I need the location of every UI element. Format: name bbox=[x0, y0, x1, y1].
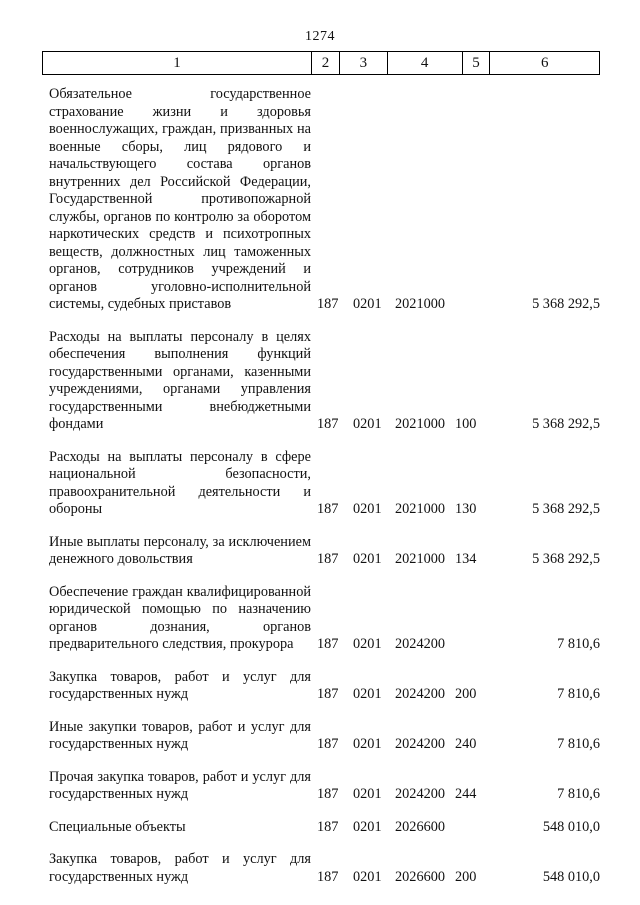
row-section: 0201 bbox=[353, 736, 382, 752]
row-target: 2024200 bbox=[395, 636, 446, 652]
row-target: 2024200 bbox=[395, 686, 446, 702]
row-section: 0201 bbox=[353, 818, 382, 835]
row-target: 2024200 bbox=[395, 736, 446, 752]
header-col-5: 5 bbox=[462, 52, 490, 74]
row-target: 2021000 bbox=[395, 501, 446, 517]
row-description: Специальные объекты bbox=[49, 818, 186, 835]
table-row bbox=[0, 719, 640, 754]
row-sum: 7 810,6 bbox=[557, 736, 600, 752]
row-section: 0201 bbox=[353, 686, 382, 702]
row-gr: 187 bbox=[317, 296, 339, 312]
row-sum: 5 368 292,5 bbox=[532, 551, 600, 567]
row-description: Расходы на выплаты персоналу в целях обеспечения выполнения функций государственными органами, казенными учреждениями, органами управления государственными внебюджетными фондами bbox=[49, 328, 311, 432]
row-target: 2021000 bbox=[395, 416, 446, 432]
row-sum: 7 810,6 bbox=[557, 686, 600, 702]
row-expense-type: 130 bbox=[455, 501, 477, 517]
row-expense-type: 134 bbox=[455, 551, 477, 567]
header-col-4: 4 bbox=[387, 52, 462, 74]
row-description: Иные закупки товаров, работ и услуг для государственных нужд bbox=[49, 718, 311, 752]
header-col-2: 2 bbox=[311, 52, 339, 74]
row-section: 0201 bbox=[353, 296, 382, 312]
header-col-3: 3 bbox=[339, 52, 387, 74]
row-expense-type: 100 bbox=[455, 416, 477, 432]
table-row bbox=[0, 769, 640, 804]
row-sum: 7 810,6 bbox=[557, 636, 600, 652]
row-section: 0201 bbox=[353, 868, 382, 885]
table-body bbox=[0, 86, 640, 886]
row-description: Расходы на выплаты персоналу в сфере национальной безопасности, правоохранительной деятельности и обороны bbox=[49, 448, 311, 517]
table-row bbox=[0, 329, 640, 434]
row-description: Иные выплаты персоналу, за исключением денежного довольствия bbox=[49, 533, 311, 567]
row-gr: 187 bbox=[317, 818, 339, 835]
row-expense-type: 200 bbox=[455, 686, 477, 702]
table-row bbox=[0, 669, 640, 704]
row-sum: 5 368 292,5 bbox=[532, 296, 600, 312]
row-gr: 187 bbox=[317, 868, 339, 885]
row-gr: 187 bbox=[317, 501, 339, 517]
row-sum: 7 810,6 bbox=[557, 786, 600, 802]
row-sum: 5 368 292,5 bbox=[532, 416, 600, 432]
row-expense-type: 244 bbox=[455, 786, 477, 802]
row-gr: 187 bbox=[317, 736, 339, 752]
row-section: 0201 bbox=[353, 501, 382, 517]
row-gr: 187 bbox=[317, 551, 339, 567]
row-section: 0201 bbox=[353, 551, 382, 567]
row-description: Закупка товаров, работ и услуг для государственных нужд bbox=[49, 851, 311, 885]
row-target: 2021000 bbox=[395, 296, 446, 312]
row-description: Закупка товаров, работ и услуг для государственных нужд bbox=[49, 668, 311, 702]
row-section: 0201 bbox=[353, 786, 382, 802]
row-target: 2026600 bbox=[395, 818, 446, 835]
header-col-6: 6 bbox=[489, 52, 599, 74]
row-description: Прочая закупка товаров, работ и услуг для государственных нужд bbox=[49, 768, 311, 802]
row-target: 2026600 bbox=[395, 868, 446, 885]
row-description: Обязательное государственное страхование жизни и здоровья военнослужащих, граждан, призванных на военные сборы, лиц рядового и начальствующего состава органов внутренних дел Российской Федерации, Государственной противопожарной службы, органов по контролю за оборотом наркотических средств и психотропных веществ, должностных лиц таможенных органов, сотрудников учреждений и органов уголовно-исполнительной системы, судебных приставов bbox=[49, 86, 311, 312]
row-sum: 548 010,0 bbox=[542, 818, 600, 835]
page-number: 1274 bbox=[305, 29, 335, 44]
row-gr: 187 bbox=[317, 636, 339, 652]
row-gr: 187 bbox=[317, 416, 339, 432]
table-header bbox=[42, 51, 600, 75]
row-gr: 187 bbox=[317, 686, 339, 702]
table-row bbox=[0, 584, 640, 654]
row-sum: 548 010,0 bbox=[542, 868, 600, 885]
table-row bbox=[0, 86, 640, 314]
row-expense-type: 200 bbox=[455, 868, 477, 885]
row-section: 0201 bbox=[353, 416, 382, 432]
header-col-1: 1 bbox=[173, 54, 181, 71]
table-row bbox=[0, 819, 640, 837]
row-expense-type: 240 bbox=[455, 736, 477, 752]
row-section: 0201 bbox=[353, 636, 382, 652]
table-row bbox=[0, 449, 640, 519]
table-row bbox=[0, 851, 640, 886]
row-target: 2021000 bbox=[395, 551, 446, 567]
row-sum: 5 368 292,5 bbox=[532, 501, 600, 517]
row-gr: 187 bbox=[317, 786, 339, 802]
row-target: 2024200 bbox=[395, 786, 446, 802]
row-description: Обеспечение граждан квалифицированной юридической помощью по назначению органов дознания, органов предварительного следствия, прокурора bbox=[49, 583, 311, 652]
table-row bbox=[0, 534, 640, 569]
